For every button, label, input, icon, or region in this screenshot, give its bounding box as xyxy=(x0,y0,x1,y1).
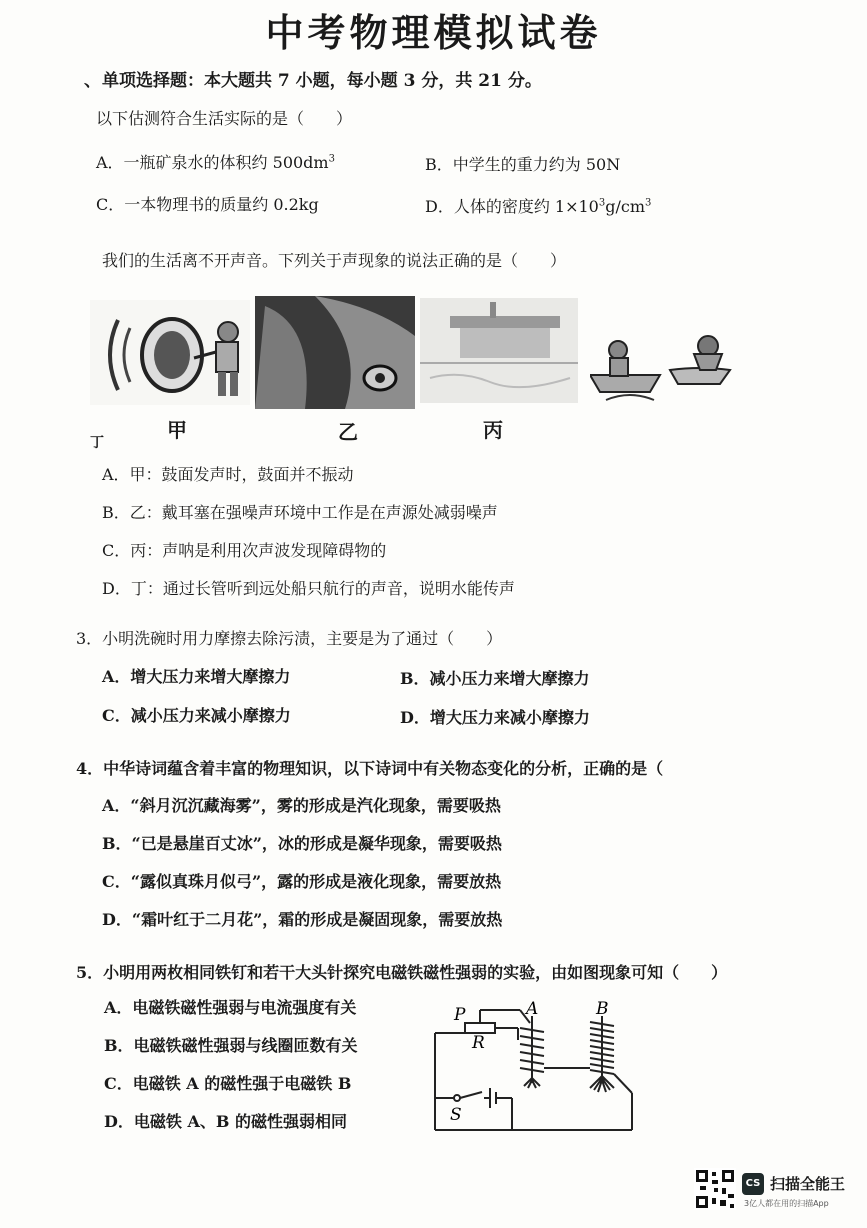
footer-tagline: 3亿人都在用的扫描App xyxy=(744,1199,829,1208)
q5-stem: 5．小明用两枚相同铁钉和若干大头针探究电磁铁磁性强弱的实验，由如图现象可知（ ） xyxy=(76,963,728,982)
earplug-figure xyxy=(255,296,415,409)
label-r: R xyxy=(472,1033,485,1053)
figure-jia xyxy=(90,300,250,405)
q4-stem: 4．中华诗词蕴含着丰富的物理知识，以下诗词中有关物态变化的分析，正确的是（ xyxy=(76,759,664,778)
q1-option-d-sup2: 3 xyxy=(645,197,652,209)
q1-option-d-text: D．人体的密度约 1×10 xyxy=(425,197,599,216)
label-b: B xyxy=(596,999,609,1019)
q1-option-b: B．中学生的重力约为 50N xyxy=(425,155,621,174)
caption-jia: 甲 xyxy=(167,418,187,442)
q4-option-d: D．“霜叶红于二月花”，霜的形成是凝固现象，需要放热 xyxy=(102,910,503,929)
electromagnet-circuit xyxy=(420,998,650,1138)
q5-option-c: C．电磁铁 A 的磁性强于电磁铁 B xyxy=(104,1074,352,1093)
q2-stem: 我们的生活离不开声音。下列关于声现象的说法正确的是（ ） xyxy=(102,251,567,270)
label-a: A xyxy=(526,999,539,1019)
sonar-figure xyxy=(420,298,578,403)
q3-option-c: C．减小压力来减小摩擦力 xyxy=(102,706,291,725)
caption-ding: 丁 xyxy=(90,435,104,451)
figure-yi xyxy=(255,296,415,409)
label-p: P xyxy=(454,1005,466,1025)
q5-option-b: B．电磁铁磁性强弱与线圈匝数有关 xyxy=(104,1036,358,1055)
q4-option-c: C．“露似真珠月似弓”，露的形成是液化现象，需要放热 xyxy=(102,872,502,891)
q3-option-b: B．减小压力来增大摩擦力 xyxy=(400,669,590,688)
q5-option-d: D．电磁铁 A、B 的磁性强弱相同 xyxy=(104,1112,347,1131)
q5-option-a: A．电磁铁磁性强弱与电流强度有关 xyxy=(104,998,357,1017)
footer-app-name: 扫描全能王 xyxy=(770,1175,846,1193)
boat-figure xyxy=(590,320,740,410)
q1-option-d xyxy=(425,194,651,217)
q3-option-a: A．增大压力来增大摩擦力 xyxy=(102,667,291,686)
section-heading: 单项选择题：本大题共 7 小题，每小题 3 分，共 21 分。 xyxy=(102,71,542,91)
q4-option-a: A．“斜月沉沉藏海雾”，雾的形成是汽化现象，需要吸热 xyxy=(102,796,501,815)
q1-option-a-sup: 3 xyxy=(328,153,335,165)
q1-stem: 以下估测符合生活实际的是（ ） xyxy=(96,109,353,128)
caption-bing: 丙 xyxy=(483,418,503,442)
q2-option-a: A．甲：鼓面发声时，鼓面并不振动 xyxy=(102,465,354,484)
q2-option-d: D．丁：通过长管听到远处船只航行的声音，说明水能传声 xyxy=(102,579,515,598)
page-title: 中考物理模拟试卷 xyxy=(265,11,602,55)
q1-option-a xyxy=(96,150,335,173)
q1-option-d-sup1: 3 xyxy=(598,197,606,209)
q4-option-b: B．“已是悬崖百丈冰”，冰的形成是凝华现象，需要吸热 xyxy=(102,834,502,853)
qr-code-icon xyxy=(694,1168,736,1210)
drum-figure xyxy=(90,300,250,405)
figure-ding xyxy=(590,320,740,410)
q2-option-c: C．丙：声呐是利用次声波发现障碍物的 xyxy=(102,541,387,560)
q1-option-a-text: A．一瓶矿泉水的体积约 500dm xyxy=(96,153,329,172)
q3-option-d: D．增大压力来减小摩擦力 xyxy=(400,708,590,727)
label-s: S xyxy=(450,1105,462,1125)
scanner-logo: CS xyxy=(742,1173,764,1195)
section-marker: 、 xyxy=(84,71,101,91)
caption-yi: 乙 xyxy=(338,420,358,444)
q1-option-d-unit: g/cm xyxy=(605,197,646,216)
figure-bing xyxy=(420,298,578,403)
q2-option-b: B．乙：戴耳塞在强噪声环境中工作是在声源处减弱噪声 xyxy=(102,503,498,522)
q3-stem: 3．小明洗碗时用力摩擦去除污渍，主要是为了通过（ ） xyxy=(76,629,503,648)
q1-option-c: C．一本物理书的质量约 0.2kg xyxy=(96,195,319,214)
